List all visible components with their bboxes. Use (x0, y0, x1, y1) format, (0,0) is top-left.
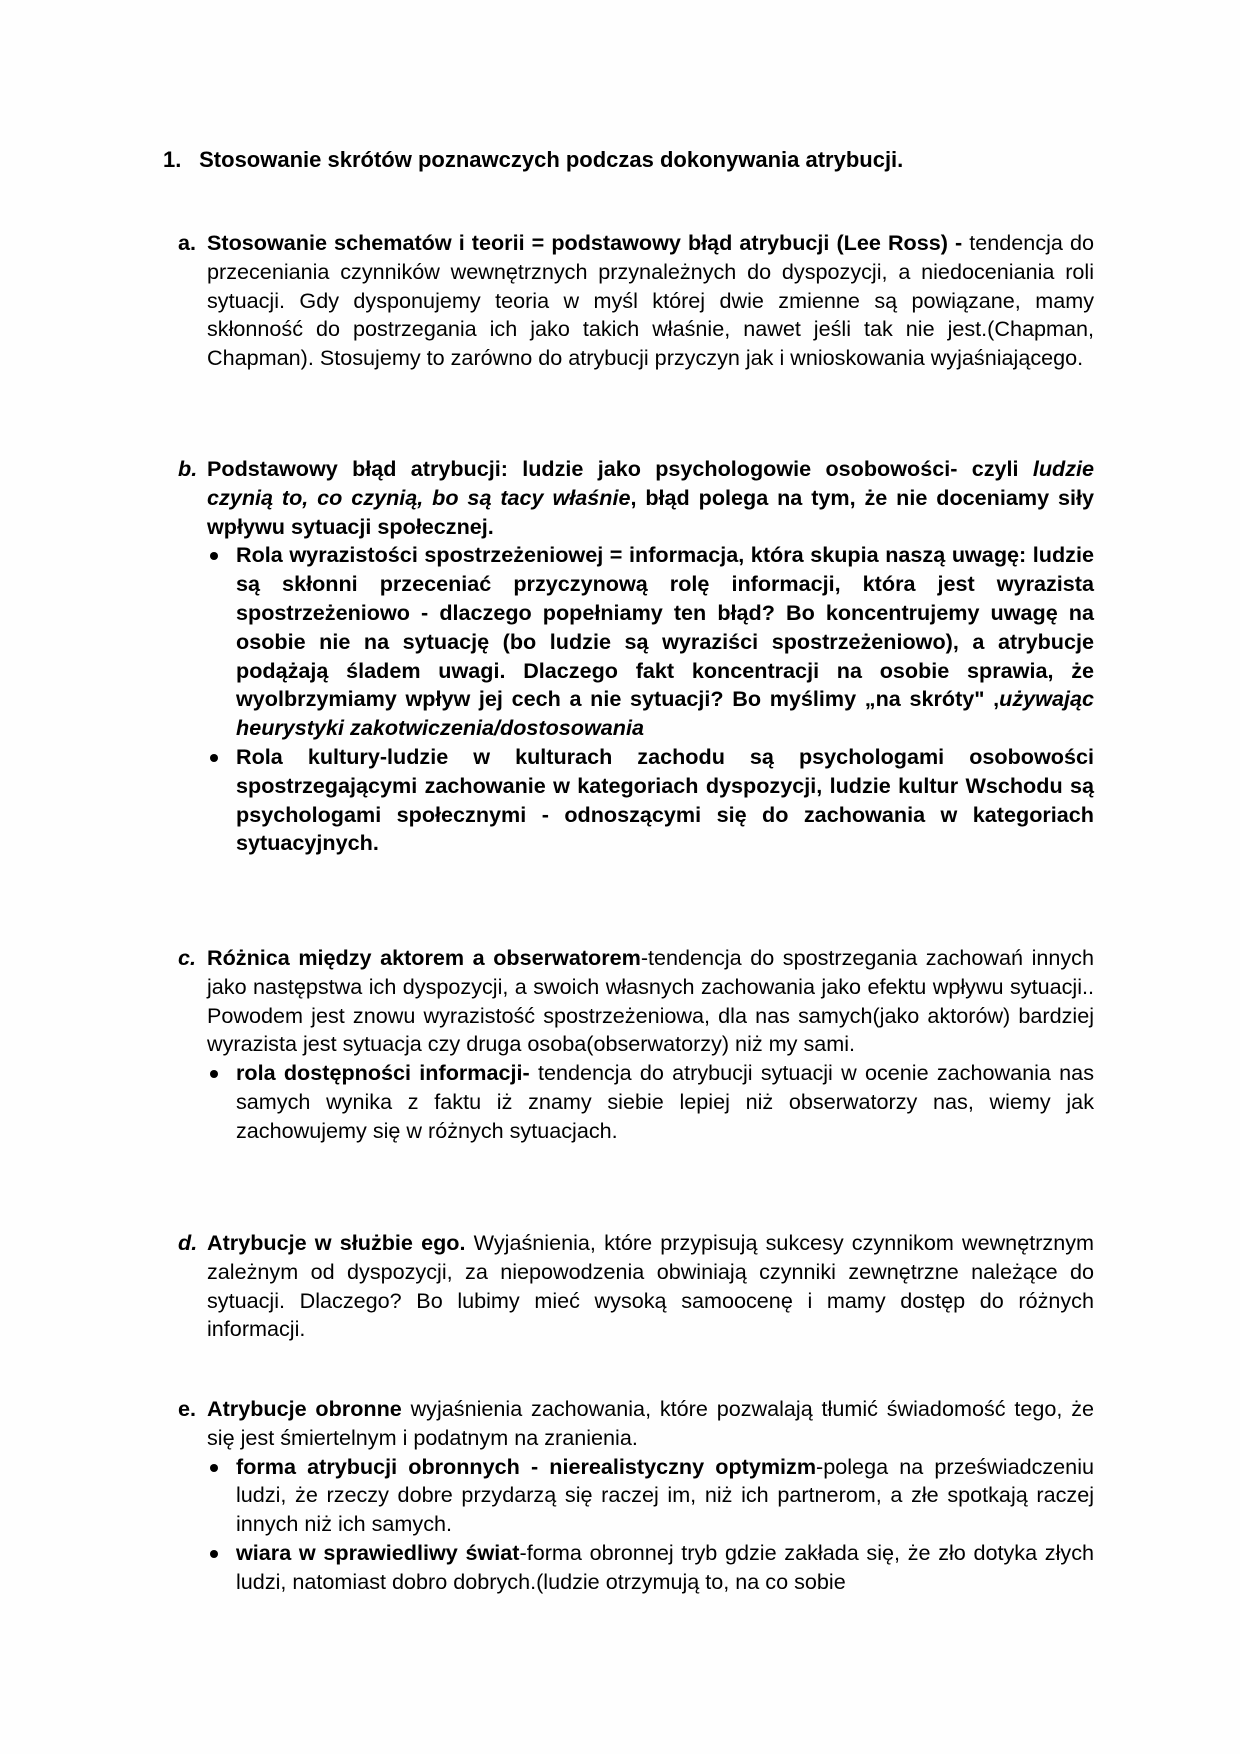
bullet-list (178, 1059, 1094, 1145)
bullet-text: -ludzie w kulturach zachodu są psychologami osobowości spostrzegającymi zachowanie w kategoriach dyspozycji, ludzie kultur Wschodu są psychologami społecznymi - odnoszącymi się do zachowania w kategoriach sytuacyjnych. (236, 743, 1094, 856)
bullet-term: Rola kultury (236, 743, 380, 769)
bullet-text: -forma obronnej tryb gdzie zakłada się, że zło dotyka złych ludzi, natomiast dobro dobrych.(ludzie otrzymują to, na co sobie (236, 1539, 1094, 1594)
subsection-a (178, 229, 1094, 373)
bullet-item (207, 743, 1094, 858)
bullet-icon (210, 1550, 218, 1558)
subsection-italic-text: ludzie czynią to, co czynią, bo są tacy właśnie (207, 456, 1095, 510)
subsection-title: Atrybucje obronne (207, 1396, 402, 1421)
bullet-text: -polega na przeświadczeniu ludzi, że rzeczy dobre przydarzą się raczej im, niż ich partnerom, a złe spotkają raczej innych niż ich samych. (236, 1453, 1095, 1537)
bullet-text: = informacja, która skupia naszą uwagę: ludzie są skłonni przeceniać przyczynową rolę informacji, która jest wyrazista spostrzeżeniowo - dlaczego popełniamy ten błąd? Bo koncentrujemy uwagę na osobie nie na sytuację (bo ludzie są wyraziści spostrzeżeniowo), a atrybucje podążają śladem uwagi. Dlaczego fakt koncentracji na osobie sprawia, że wyolbrzymiamy wpływ jej cech a nie sytuacji? Bo myślimy „na skróty" , (236, 542, 1094, 712)
subsection-text: -tendencja do spostrzegania zachowań innych jako następstwa ich dyspozycji, a swoich własnych zachowania jako efektu wpływu sytuacji.. Powodem jest znowu wyrazistość spostrzeżeniowa, dla nas samych(jako aktorów) bardziej wyrazista jest sytuacja czy druga osoba(obserwatorzy) niż my sami. (207, 945, 1094, 1057)
bullet-icon (210, 1464, 218, 1472)
heading-number: 1. (163, 147, 182, 172)
bullet-list (178, 541, 1094, 858)
subsection-c (178, 944, 1094, 1146)
subsection-text: Wyjaśnienia, które przypisują sukcesy czynnikom wewnętrznym zależnym od dyspozycji, za niepowodzenia obwiniają czynniki zewnętrzne należące do sytuacji. Dlaczego? Bo lubimy mieć wysoką samoocenę i mamy dostęp do różnych informacji. (207, 1230, 1094, 1342)
subsection-title: Podstawowy błąd atrybucji: ludzie jako psychologowie osobowości- czyli (207, 456, 1019, 481)
subsection-title: Różnica między aktorem a obserwatorem (207, 945, 641, 970)
subsection-text: , błąd polega na tym, że nie doceniamy siły wpływu sytuacji społecznej. (207, 484, 1094, 539)
bullet-list (178, 1453, 1094, 1597)
bullet-item (207, 1059, 1094, 1145)
bullet-term: wiara w sprawiedliwy świat (236, 1539, 520, 1565)
bullet-term: rola dostępności informacji- (236, 1060, 530, 1086)
bullet-icon (210, 552, 218, 560)
subsection-body (207, 1229, 1094, 1344)
subsection-body (207, 455, 1094, 541)
subsection-marker: d. (178, 1230, 198, 1255)
section-heading (163, 146, 1063, 174)
subsection-marker: e. (178, 1396, 197, 1421)
bullet-icon (210, 754, 218, 762)
bullet-text: tendencja do atrybucji sytuacji w ocenie zachowania nas samych wynika z faktu iż znamy siebie lepiej niż obserwatorzy nas, wiemy jak zachowujemy się w różnych sytuacjach. (236, 1060, 1094, 1143)
bullet-italic: używając heurystyki zakotwiczenia/dostosowania (236, 686, 1094, 741)
subsection-text: tendencja do przeceniania czynników wewnętrznych przynależnych do dyspozycji, a niedoceniania roli sytuacji. Gdy dysponujemy teoria w myśl której dwie zmienne są powiązane, mamy skłonność do postrzegania ich jako takich właśnie, nawet jeśli tak nie jest.(Chapman, Chapman). Stosujemy to zarówno do atrybucji przyczyn jak i wnioskowania wyjaśniającego. (207, 230, 1095, 371)
bullet-item (207, 1539, 1094, 1597)
subsection-b (178, 455, 1094, 858)
bullet-item (207, 1453, 1094, 1539)
subsection-d (178, 1229, 1094, 1344)
bullet-term: forma atrybucji obronnych - nierealistyczny optymizm (236, 1453, 817, 1479)
subsection-body (207, 944, 1094, 1059)
subsection-e (178, 1395, 1094, 1597)
subsection-text: wyjaśnienia zachowania, które pozwalają tłumić świadomość tego, że się jest śmiertelnym i podatnym na zranienia. (207, 1396, 1095, 1450)
bullet-icon (210, 1070, 218, 1078)
bullet-item (207, 541, 1094, 743)
subsection-marker: b. (178, 456, 198, 481)
subsection-marker: a. (178, 230, 197, 255)
subsection-body (207, 1395, 1094, 1453)
subsection-title: Stosowanie schematów i teorii = podstawowy błąd atrybucji (Lee Ross) - (207, 230, 963, 255)
subsection-title: Atrybucje w służbie ego. (207, 1230, 466, 1255)
heading-text: Stosowanie skrótów poznawczych podczas dokonywania atrybucji. (199, 147, 904, 172)
subsection-marker: c. (178, 945, 197, 970)
bullet-term: Rola wyrazistości spostrzeżeniowej (236, 542, 604, 568)
subsection-body (207, 229, 1094, 373)
